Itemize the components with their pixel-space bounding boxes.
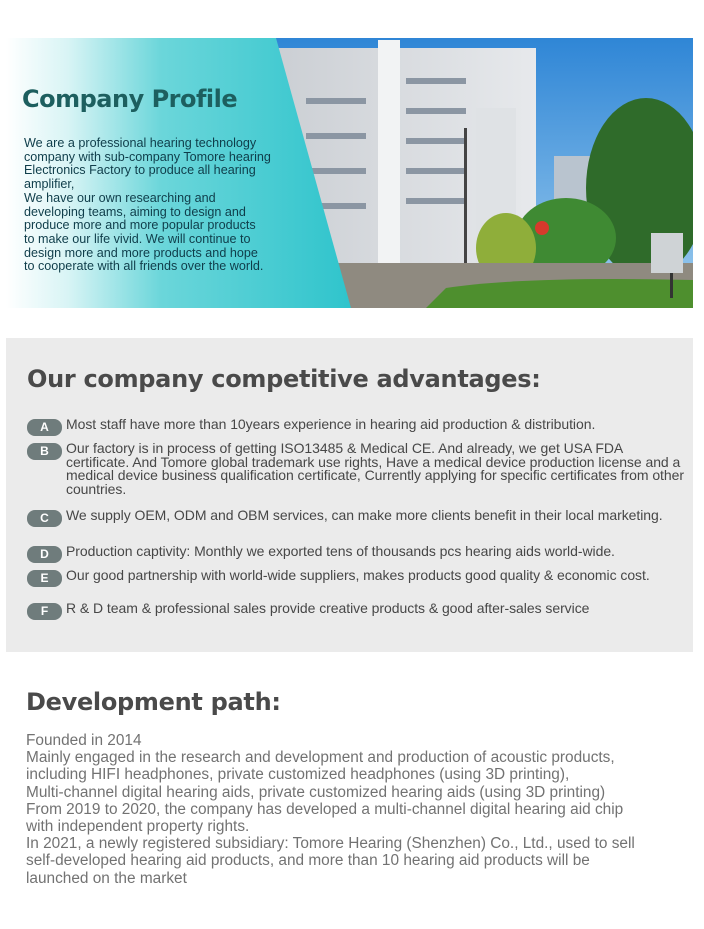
advantage-text: Our factory is in process of getting ISO13485 & Medical CE. And already, we get USA FDA certificate. And Tomore global trademark use rights, Have a medical device production license and a medical device business qualification certificate, Currently applying for specific certificates from other countries. [66, 440, 684, 497]
advantage-item-f [27, 602, 687, 620]
development-line: Mainly engaged in the research and development and production of acoustic products, [26, 749, 615, 767]
advantage-text: We supply OEM, ODM and OBM services, can make more clients benefit in their local marketing. [66, 507, 663, 523]
advantage-text: Production captivity: Monthly we exported tens of thousands pcs hearing aids world-wide. [66, 543, 615, 559]
profile-line: design more and more products and hope [24, 245, 258, 260]
development-line: including HIFI headphones, private customized headphones (using 3D printing), [26, 766, 570, 784]
profile-line: produce more and more popular products [24, 218, 256, 233]
development-path-text [26, 732, 696, 887]
development-line: Founded in 2014 [26, 732, 142, 749]
development-path-title: Development path: [26, 688, 281, 716]
company-profile-paragraph [24, 137, 314, 274]
advantage-text: R & D team & professional sales provide creative products & good after-sales service [66, 600, 590, 616]
letter-badge: A [27, 419, 62, 436]
development-line: launched on the market [26, 869, 187, 887]
profile-line: We are a professional hearing technology [24, 136, 257, 150]
competitive-advantages-section [6, 338, 693, 652]
advantage-item-a [27, 418, 687, 436]
company-profile-banner [6, 38, 693, 308]
development-line: In 2021, a newly registered subsidiary: Tomore Hearing (Shenzhen) Co., Ltd., used to sell [26, 835, 635, 853]
development-line: Multi-channel digital hearing aids, private customized hearing aids (using 3D printing) [26, 783, 606, 801]
letter-badge: F [27, 603, 62, 620]
profile-line: to make our life vivid. We will continue to [24, 231, 251, 246]
profile-line: to cooperate with all friends over the world. [24, 259, 264, 274]
profile-line: Electronics Factory to produce all hearing [24, 163, 256, 178]
profile-line: We have our own researching and [24, 190, 216, 205]
advantage-item-e [27, 569, 687, 587]
advantage-item-b [27, 442, 687, 496]
company-profile-title: Company Profile [22, 85, 238, 113]
profile-line: developing teams, aiming to design and [24, 204, 246, 219]
development-line: From 2019 to 2020, the company has developed a multi-channel digital hearing aid chip [26, 800, 624, 818]
development-line: self-developed hearing aid products, and more than 10 hearing aid products will be [26, 852, 590, 870]
profile-line: company with sub-company Tomore hearing [24, 149, 271, 164]
letter-badge: B [27, 443, 62, 460]
advantage-item-c [27, 509, 687, 527]
profile-line: amplifier, [24, 177, 75, 192]
advantage-item-d [27, 545, 687, 563]
letter-badge: C [27, 510, 62, 527]
advantage-text: Our good partnership with world-wide suppliers, makes products good quality & economic cost. [66, 567, 650, 583]
advantage-text: Most staff have more than 10years experience in hearing aid production & distribution. [66, 416, 596, 432]
letter-badge: E [27, 570, 62, 587]
letter-badge: D [27, 546, 62, 563]
development-line: with independent property rights. [26, 818, 250, 836]
advantages-title: Our company competitive advantages: [27, 365, 541, 393]
